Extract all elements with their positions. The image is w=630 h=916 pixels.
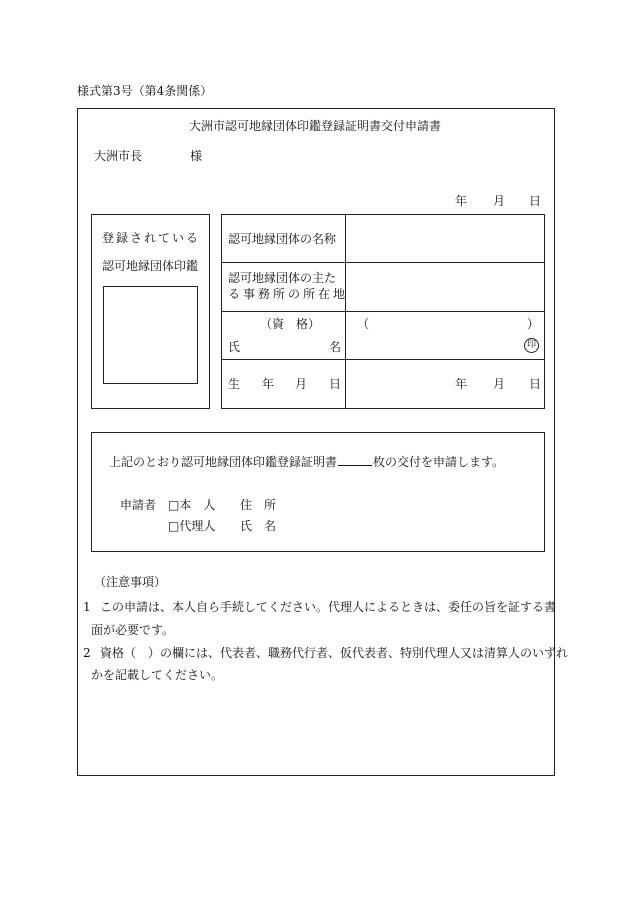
request-panel — [91, 432, 545, 552]
applicant-address-field[interactable] — [285, 496, 535, 513]
qualification-open-paren: （ — [357, 317, 370, 331]
addressee-name: 大洲市長 — [94, 149, 143, 163]
qualification-label: （資 格） — [260, 317, 321, 331]
copies-field[interactable] — [338, 454, 372, 466]
info-table-rule — [221, 359, 545, 360]
request-sentence — [109, 454, 504, 469]
address-label-2: る事務所の所在地 — [228, 287, 349, 301]
date-month: 月 — [493, 194, 506, 208]
note-1-line1: この申請は、本人自ら手続してください。代理人によるときは、委任の旨を証する書 — [100, 600, 557, 614]
address-field[interactable] — [347, 264, 543, 310]
name-label-1: 氏 — [228, 340, 241, 354]
note-2-number: 2 — [83, 646, 91, 660]
qualification-field[interactable] — [362, 313, 522, 333]
info-table-rule — [221, 311, 545, 312]
notes-heading: （注意事項） — [94, 575, 167, 589]
seal-impression-box[interactable] — [103, 286, 198, 384]
date-year: 年 — [455, 194, 468, 208]
birth-month: 月 — [493, 377, 506, 391]
applicant-name-input[interactable] — [285, 517, 535, 534]
note-1-line2: 面が必要です。 — [91, 623, 175, 637]
address-label-1: 認可地縁団体の主た — [228, 271, 337, 285]
form-title: 大洲市認可地縁団体印鑑登録証明書交付申請書 — [188, 119, 441, 133]
name-label-2: 名 — [329, 340, 342, 354]
applicant-label: 申請者 — [120, 498, 157, 512]
proxy-option-checkbox[interactable]: □代理人 — [168, 519, 216, 533]
seal-panel-line2: 認可地縁団体印鑑 — [102, 259, 199, 273]
org-name-label: 認可地縁団体の名称 — [228, 232, 337, 246]
birth-label-2: 年 — [262, 377, 275, 391]
org-name-field[interactable] — [347, 216, 543, 261]
form-number: 様式第3号（第4条関係） — [77, 84, 213, 98]
seal-mark-icon: 印 — [524, 338, 539, 353]
birth-label-3: 月 — [295, 377, 308, 391]
self-option-checkbox[interactable]: □本 人 — [168, 498, 216, 512]
note-2-line2: かを記載してください。 — [91, 668, 224, 682]
birth-label-4: 日 — [329, 377, 342, 391]
note-1-number: 1 — [83, 600, 91, 614]
qualification-close-paren: ） — [527, 317, 540, 331]
date-day: 日 — [529, 194, 542, 208]
birth-label-1: 生 — [228, 377, 241, 391]
applicant-address-label: 住 所 — [240, 498, 277, 512]
birth-date-field[interactable] — [347, 361, 447, 407]
seal-panel-line1: 登録されている — [102, 231, 201, 245]
request-text-after: 枚の交付を申請します。 — [373, 455, 505, 469]
addressee-honorific: 様 — [190, 149, 203, 163]
applicant-name-field[interactable] — [347, 336, 517, 356]
birth-year: 年 — [455, 377, 468, 391]
note-2-line1: 資格（ ）の欄には、代表者、職務代行者、仮代表者、特別代理人又は清算人のいずれ — [100, 646, 569, 660]
info-table-rule — [221, 262, 545, 263]
birth-day: 日 — [529, 377, 542, 391]
applicant-name-label: 氏 名 — [240, 519, 277, 533]
request-text-before: 上記のとおり認可地縁団体印鑑登録証明書 — [109, 455, 338, 469]
